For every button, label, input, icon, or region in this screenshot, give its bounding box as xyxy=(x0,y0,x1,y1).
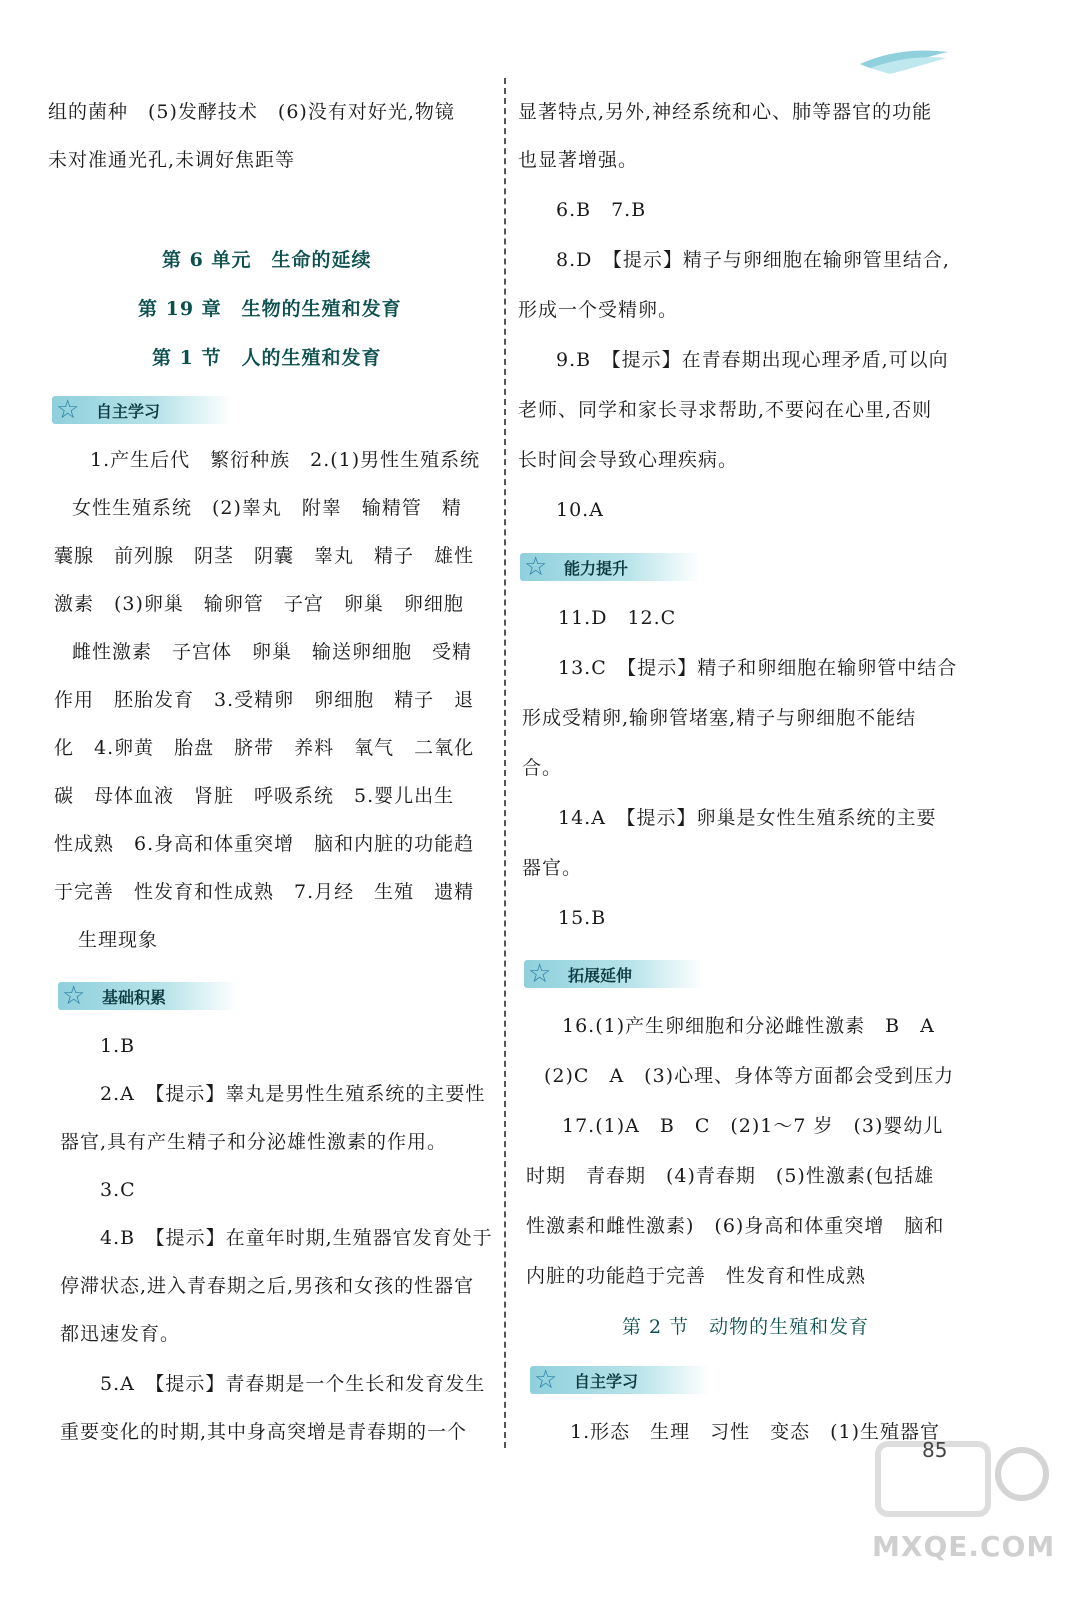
unit-title: 第 6 单元 生命的延续 xyxy=(162,249,372,271)
section-banner-label: 能力提升 xyxy=(564,559,629,578)
text-line: 形成受精卵,输卵管堵塞,精子与卵细胞不能结 xyxy=(522,707,917,729)
text-line: 停滞状态,进入青春期之后,男孩和女孩的性器官 xyxy=(60,1275,475,1297)
text-line: 3.C xyxy=(100,1179,136,1201)
text-line: 老师、同学和家长寻求帮助,不要闷在心里,否则 xyxy=(518,399,933,421)
text-line: 4.B 【提示】在童年时期,生殖器官发育处于 xyxy=(100,1227,493,1249)
text-line: 合。 xyxy=(522,757,563,779)
section-banner-label: 自主学习 xyxy=(574,1372,639,1391)
chapter-title: 第 19 章 生物的生殖和发育 xyxy=(138,298,402,320)
text-line: 1.形态 生理 习性 变态 (1)生殖器官 xyxy=(570,1421,941,1443)
text-line: 未对准通光孔,未调好焦距等 xyxy=(48,149,296,171)
text-line: 作用 胚胎发育 3.受精卵 卵细胞 精子 退 xyxy=(54,689,475,711)
section-banner-basic xyxy=(58,982,238,1010)
section-banner-self-study xyxy=(530,1366,710,1394)
text-line: 1.B xyxy=(100,1035,136,1057)
section-banner-label: 基础积累 xyxy=(102,988,167,1007)
section-banner-label: 拓展延伸 xyxy=(568,966,633,985)
text-line: 11.D 12.C xyxy=(558,607,677,629)
text-line: 14.A 【提示】卵巢是女性生殖系统的主要 xyxy=(558,807,937,829)
text-line: 于完善 性发育和性成熟 7.月经 生殖 遗精 xyxy=(54,881,475,903)
text-line: 都迅速发育。 xyxy=(60,1323,181,1345)
text-line: 长时间会导致心理疾病。 xyxy=(518,449,739,471)
column-divider xyxy=(504,78,506,1448)
text-line: 也显著增强。 xyxy=(518,149,639,171)
text-line: (2)C A (3)心理、身体等方面都会受到压力 xyxy=(544,1065,955,1087)
text-line: 15.B xyxy=(558,907,607,929)
text-line: 6.B 7.B xyxy=(556,199,647,221)
text-line: 形成一个受精卵。 xyxy=(518,299,679,321)
header-swoosh-decoration xyxy=(860,44,950,78)
text-line: 化 4.卵黄 胎盘 脐带 养料 氧气 二氧化 xyxy=(54,737,475,759)
page-number: 85 xyxy=(922,1438,948,1462)
text-line: 13.C 【提示】精子和卵细胞在输卵管中结合 xyxy=(558,657,958,679)
section-banner-extend xyxy=(524,960,704,988)
section-title: 第 1 节 人的生殖和发育 xyxy=(152,347,382,369)
text-line: 器官。 xyxy=(522,857,583,879)
star-icon: ☆ xyxy=(62,981,86,1011)
text-line: 激素 (3)卵巢 输卵管 子宫 卵巢 卵细胞 xyxy=(54,593,464,615)
star-icon: ☆ xyxy=(524,552,548,582)
star-icon: ☆ xyxy=(56,395,80,425)
text-line: 8.D 【提示】精子与卵细胞在输卵管里结合, xyxy=(556,249,950,271)
text-line: 10.A xyxy=(556,499,604,521)
text-line: 16.(1)产生卵细胞和分泌雌性激素 B A xyxy=(562,1015,935,1037)
text-line: 器官,具有产生精子和分泌雄性激素的作用。 xyxy=(60,1131,448,1153)
text-line: 9.B 【提示】在青春期出现心理矛盾,可以向 xyxy=(556,349,949,371)
text-line: 性成熟 6.身高和体重突增 脑和内脏的功能趋 xyxy=(54,833,475,855)
watermark-text: MXQE.COM xyxy=(872,1530,1056,1563)
text-line: 2.A 【提示】睾丸是男性生殖系统的主要性 xyxy=(100,1083,486,1105)
text-line: 组的菌种 (5)发酵技术 (6)没有对好光,物镜 xyxy=(48,101,455,123)
text-line: 女性生殖系统 (2)睾丸 附睾 输精管 精 xyxy=(72,497,462,519)
star-icon: ☆ xyxy=(534,1365,558,1395)
text-line: 重要变化的时期,其中身高突增是青春期的一个 xyxy=(60,1421,468,1443)
section-banner-ability xyxy=(520,553,700,581)
text-line: 显著特点,另外,神经系统和心、肺等器官的功能 xyxy=(518,101,933,123)
text-line: 内脏的功能趋于完善 性发育和性成熟 xyxy=(526,1265,867,1287)
star-icon: ☆ xyxy=(528,959,552,989)
section-title: 第 2 节 动物的生殖和发育 xyxy=(622,1316,870,1338)
text-line: 时期 青春期 (4)青春期 (5)性激素(包括雄 xyxy=(526,1165,935,1187)
section-banner-self-study xyxy=(52,396,232,424)
text-line: 性激素和雌性激素) (6)身高和体重突增 脑和 xyxy=(526,1215,945,1237)
section-banner-label: 自主学习 xyxy=(96,402,161,421)
text-line: 雌性激素 子宫体 卵巢 输送卵细胞 受精 xyxy=(72,641,473,663)
text-line: 17.(1)A B C (2)1～7 岁 (3)婴幼儿 xyxy=(562,1115,944,1137)
text-line: 生理现象 xyxy=(78,929,159,951)
text-line: 5.A 【提示】青春期是一个生长和发育发生 xyxy=(100,1373,486,1395)
text-line: 囊腺 前列腺 阴茎 阴囊 睾丸 精子 雄性 xyxy=(54,545,475,567)
text-line: 1.产生后代 繁衍种族 2.(1)男性生殖系统 xyxy=(90,449,481,471)
text-line: 碳 母体血液 肾脏 呼吸系统 5.婴儿出生 xyxy=(54,785,455,807)
